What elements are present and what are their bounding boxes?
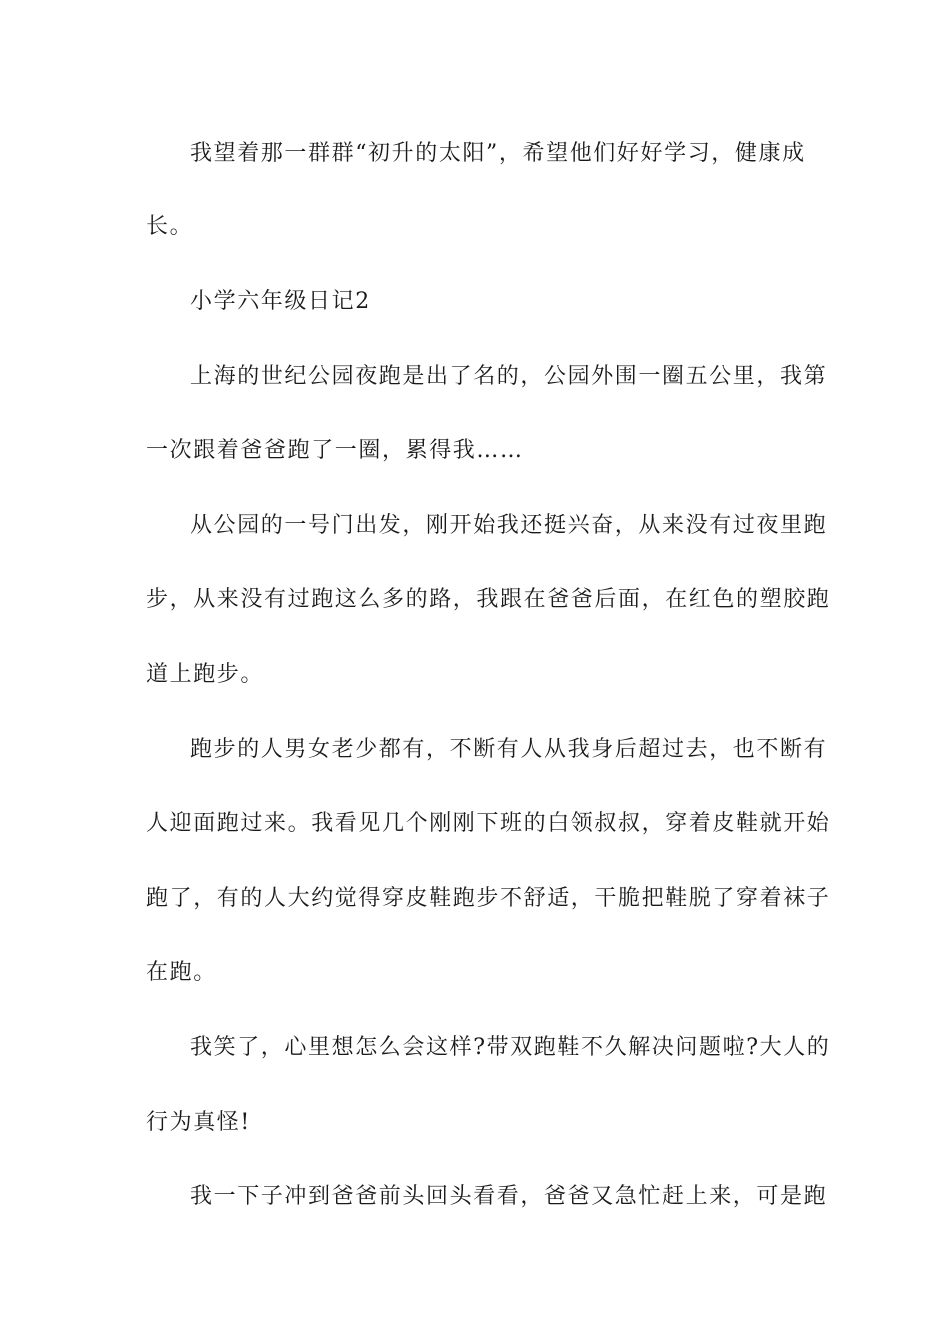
section-heading: 小学六年级日记2 xyxy=(190,289,371,314)
paragraph-century-park-line-1: 上海的世纪公园夜跑是出了名的，公园外围一圈五公里，我第 xyxy=(190,364,828,389)
paragraph-sunrise-line-2: 长。 xyxy=(146,214,194,239)
paragraph-sunrise-line-1: 我望着那一群群“初升的太阳”，希望他们好好学习，健康成 xyxy=(190,141,806,166)
paragraph-runners-line-2: 人迎面跑过来。我看见几个刚刚下班的白领叔叔，穿着皮鞋就开始 xyxy=(146,811,831,836)
paragraph-laugh-line-1: 我笑了，心里想怎么会这样?带双跑鞋不久解决问题啦?大人的 xyxy=(190,1035,831,1060)
paragraph-runners-line-1: 跑步的人男女老少都有，不断有人从我身后超过去，也不断有 xyxy=(190,737,828,762)
paragraph-laugh-line-2: 行为真怪! xyxy=(146,1110,251,1135)
paragraph-start-gate-line-1: 从公园的一号门出发，刚开始我还挺兴奋，从来没有过夜里跑 xyxy=(190,513,828,538)
paragraph-runners-line-3: 跑了，有的人大约觉得穿皮鞋跑步不舒适，干脆把鞋脱了穿着袜子 xyxy=(146,886,831,911)
paragraph-start-gate-line-2: 步，从来没有过跑这么多的路，我跟在爸爸后面，在红色的塑胶跑 xyxy=(146,587,831,612)
paragraph-rush-ahead-line-1: 我一下子冲到爸爸前头回头看看，爸爸又急忙赶上来，可是跑 xyxy=(190,1184,828,1209)
paragraph-start-gate-line-3: 道上跑步。 xyxy=(146,662,265,687)
paragraph-century-park-line-2: 一次跟着爸爸跑了一圈，累得我…… xyxy=(146,438,524,463)
paragraph-runners-line-4: 在跑。 xyxy=(146,960,217,985)
